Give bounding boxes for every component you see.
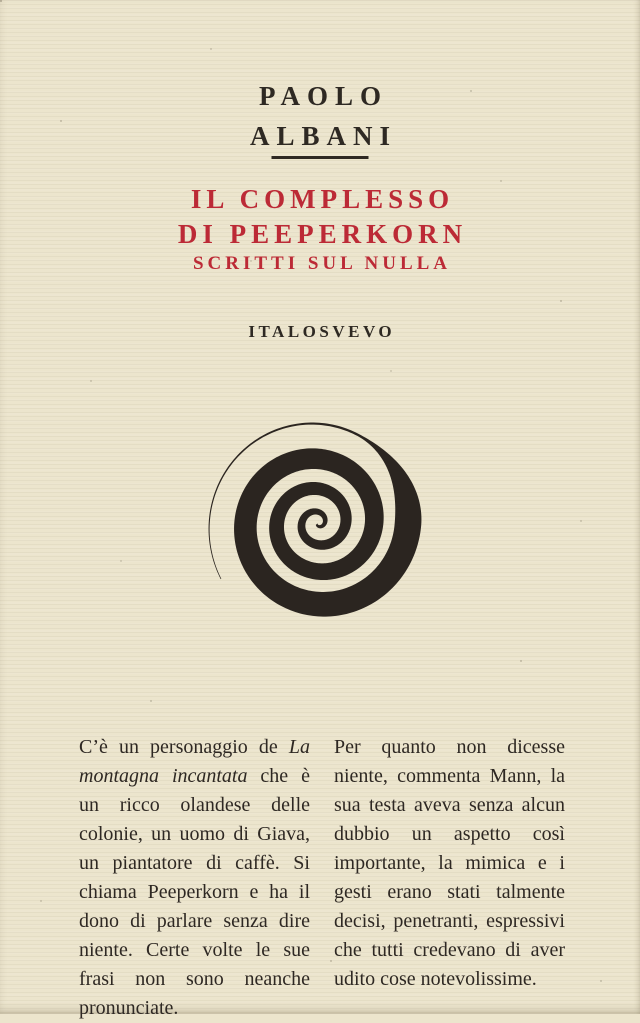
excerpt-right-text: Per quanto non dicesse niente, commenta Mann, la sua testa aveva senza alcun dubbio un aspetto così importante, la mimica e i gesti erano stati talmente decisi, penetranti, espressivi che tutti credevano di aver udito cose notevolissime. — [334, 736, 565, 990]
author-line-1: PAOLO — [259, 81, 388, 111]
excerpt-left-text-1: C’è un personaggio de — [79, 736, 289, 758]
book-title — [0, 182, 640, 252]
book-subtitle: SCRITTI SUL NULLA — [192, 253, 452, 274]
excerpt-left-column — [79, 733, 310, 1023]
paper-texture — [0, 0, 2, 2]
spiral-icon — [194, 399, 442, 647]
excerpt-left-italic: La montagna incantata — [79, 736, 310, 787]
author-name — [0, 76, 640, 156]
title-line-2: DI PEEPERKORN — [177, 219, 468, 249]
author-line-2: ALBANI — [249, 121, 398, 151]
divider-rule — [272, 156, 369, 159]
publisher-name: ITALOSVEVO — [248, 322, 396, 341]
excerpt-left-text-2: che è un ricco olandese delle colonie, un uomo di Giava, un piantatore di caffè. Si chiama Peeperkorn e ha il dono di parlare senza dire niente. Certe volte le sue frasi non sono neanche pronunciate. — [79, 765, 310, 1019]
title-line-1: IL COMPLESSO — [190, 184, 455, 214]
excerpt-right-column — [334, 733, 565, 994]
